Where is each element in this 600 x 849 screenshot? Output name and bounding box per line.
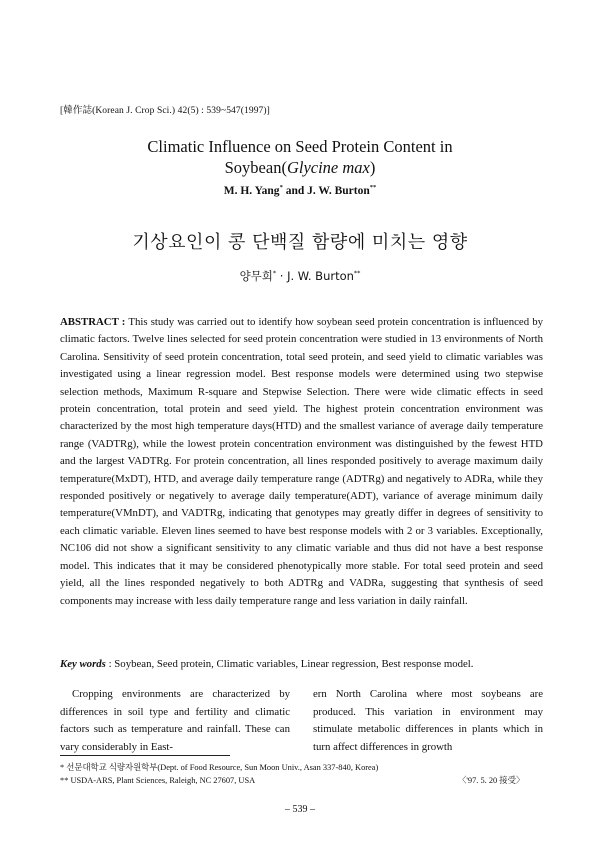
keywords-colon: : [105,658,115,670]
author-2-mark: ** [369,184,377,192]
journal-citation: [韓作誌(Korean J. Crop Sci.) 42(5) : 539~547(1997)] [60,106,270,116]
authors-korean [0,268,600,284]
title-line-2 [0,157,600,178]
abstract-colon: : [118,316,129,328]
keywords [60,656,543,673]
title-species: Glycine max [286,158,370,177]
abstract-text: This study was carried out to identify how soybean seed protein concentration is influenced by climatic factors. Twelve lines selected for seed protein concentration were studied in 13 environments of North Carolina. Sensitivity of seed protein concentration, total seed protein, and seed yield to climatic variables was investigated using a linear regression model. Best response models were determined using two stepwise selection methods, Maximum R-square and Stepwise Selection. There were wide climatic effects in seed protein concentration, total protein and seed yield. The highest protein concentration environment was characterized by the most high temperature days(HTD) and the smallest variance of average daily temperature range (VADTRg), while the lowest protein concentration environment was distinguished by the fewest HTD and the largest VADTRg. For protein concentration, all lines responded positively to average maximum daily temperature(MxDT), HTD, and average daily temperature range (ADTRg) and negatively to ADRa, while they responded positively or negatively to average daily temperature(ADT), variance of average minimum daily temperature(VMnDT), and VADTRg, indicating that genotypes may greatly differ in degrees of sensitivity to each climatic variable. Eleven lines seemed to have best response models with 2 or 3 variables. Exceptionally, NC106 did not show a significant sensitivity to any climatic variable and thus did not have a best response model. This indicates that it may be considered phenotypically more stable. For total seed protein and seed yield, all the lines responded negatively to both ADTRg and VADRa, suggesting that synthesis of seed components may increase with less daily temperature range and less variation in daily rainfall. [60,316,543,607]
footnote-divider [60,755,230,756]
title-suffix: ) [369,158,376,177]
footnote-affiliation-1: * 선문대학교 식량자원학부(Dept. of Food Resource, Sun Moon Univ., Asan 337-840, Korea) [60,763,379,772]
author-2: J. W. Burton [307,185,370,197]
paper-title-korean: 기상요인이 콩 단백질 함량에 미치는 영향 [132,232,468,253]
title-prefix: Soybean( [224,158,287,177]
paper-title [0,136,600,178]
abstract-label: ABSTRACT [60,316,119,328]
page-number: – 539 – [285,804,315,815]
abstract [60,314,543,610]
author-ko-1-mark: * [272,269,277,278]
title-line-1: Climatic Influence on Seed Protein Content in [147,137,453,156]
author-ko-2-mark: ** [353,269,361,278]
authors-english [0,185,600,197]
author-1: M. H. Yang [223,185,280,197]
keywords-label: Key words [60,658,106,670]
author-1-mark: * [279,184,283,192]
author-ko-2: J. W. Burton [287,269,354,283]
body-column-right: ern North Carolina where most soybeans are produced. This variation in environment may stimulate metabolic differences in plants which in turn affect differences in growth [313,688,543,753]
received-date: 〈'97. 5. 20 接受〉 [458,776,525,785]
keywords-text: Soybean, Seed protein, Climatic variables, Linear regression, Best response model. [114,658,474,670]
footnote-affiliation-2: ** USDA-ARS, Plant Sciences, Raleigh, NC 27607, USA [60,776,256,785]
body-column-left: Cropping environments are characterized by differences in soil type and fertility and climatic factors such as temperature and rainfall. These can vary considerably in East- [60,688,290,753]
author-ko-1: 양무희 [239,269,273,283]
authors-conjunction: and [282,185,308,197]
authors-ko-separator: · [276,269,288,283]
